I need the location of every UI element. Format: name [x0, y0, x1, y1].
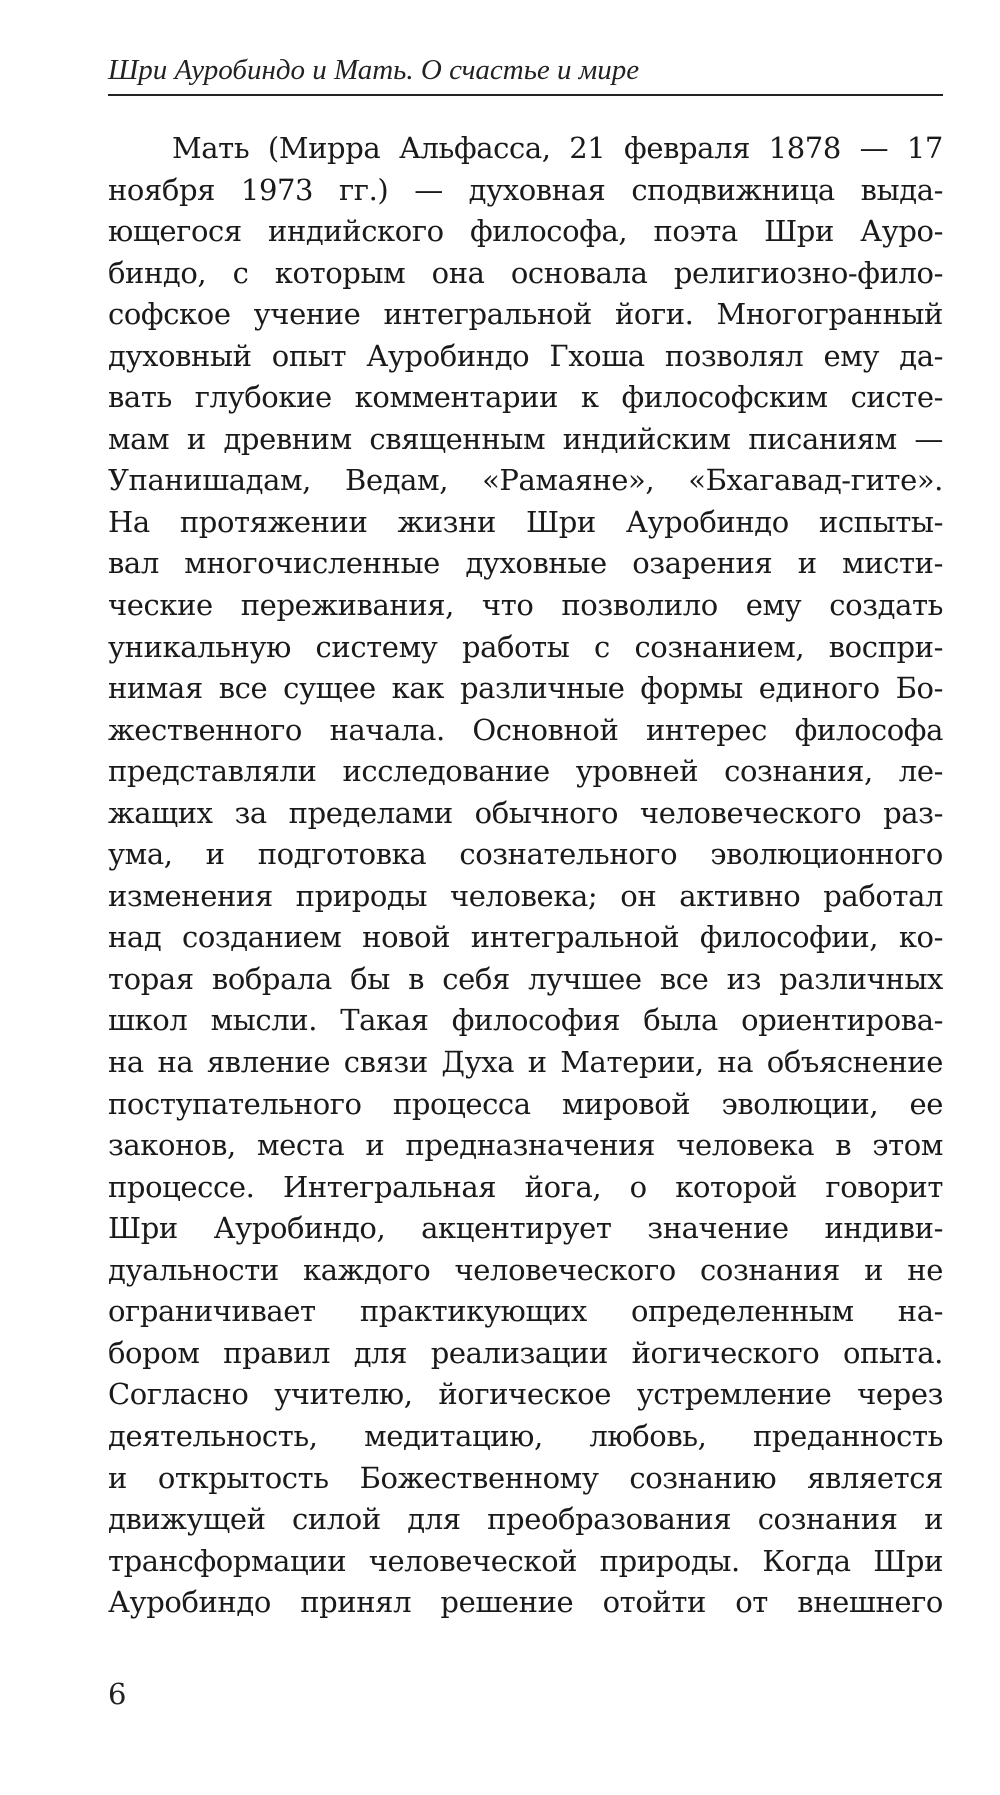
header-rule [108, 94, 943, 96]
text-line: поступательного процесса мировой эволюции, ее [108, 1086, 943, 1121]
text-line: уникальную систему работы с сознанием, воспри- [108, 629, 943, 664]
text-line: торая вобрала бы в себя лучшее все из различных [108, 961, 943, 996]
text-line: Шри Ауробиндо, акцентирует значение индиви- [108, 1211, 943, 1246]
running-header: Шри Ауробиндо и Мать. О счастье и мире [108, 54, 640, 86]
text-line: жественного начала. Основной интерес философа [108, 712, 943, 747]
text-line: на на явление связи Духа и Материи, на объяснение [108, 1045, 943, 1080]
text-line: школ мысли. Такая философия была ориентирова- [108, 1003, 943, 1038]
text-line: Ауробиндо принял решение отойти от внешнего [108, 1585, 943, 1620]
text-line: духовный опыт Ауробиндо Гхоша позволял ему да- [108, 338, 943, 373]
text-line: Мать (Мирра Альфасса, 21 февраля 1878 — 17 [172, 131, 943, 165]
text-line: софское учение интегральной йоги. Многогранный [108, 297, 943, 332]
text-line: Согласно учителю, йогическое устремление через [108, 1377, 943, 1412]
text-line: нимая все сущее как различные формы единого Бо- [108, 671, 943, 706]
text-line: биндо, с которым она основала религиозно-фило- [108, 255, 943, 290]
page-number: 6 [108, 1677, 127, 1711]
text-line: трансформации человеческой природы. Когда Шри [108, 1543, 943, 1578]
text-line: ноября 1973 гг.) — духовная сподвижница выда- [108, 172, 943, 207]
text-line: процессе. Интегральная йога, о которой говорит [108, 1169, 943, 1204]
text-line: ума, и подготовка сознательного эволюционного [108, 837, 943, 872]
text-line: вать глубокие комментарии к философским систе- [108, 380, 943, 415]
text-line: бором правил для реализации йогического опыта. [108, 1335, 943, 1370]
text-line: ющегося индийского философа, поэта Шри Ауро- [108, 214, 943, 249]
text-line: и открытость Божественному сознанию является [108, 1460, 943, 1495]
text-line: деятельность, медитацию, любовь, преданность [108, 1418, 943, 1453]
text-line: изменения природы человека; он активно работал [108, 878, 943, 913]
text-line: мам и древним священным индийским писаниям — [108, 421, 943, 456]
text-line: дуальности каждого человеческого сознания и не [108, 1252, 943, 1287]
text-line: движущей силой для преобразования сознания и [108, 1502, 943, 1537]
text-line: вал многочисленные духовные озарения и мисти- [108, 546, 943, 581]
text-line: ограничивает практикующих определенным на- [108, 1294, 943, 1329]
text-line: представляли исследование уровней сознания, ле- [108, 754, 943, 789]
text-line: над созданием новой интегральной философии, ко- [108, 920, 943, 955]
text-line: ческие переживания, что позволило ему создать [108, 588, 943, 623]
text-line: жащих за пределами обычного человеческого раз- [108, 795, 943, 830]
body-paragraph [108, 128, 943, 1624]
text-line: Упанишадам, Ведам, «Рамаяне», «Бхагавад-гите». [108, 463, 943, 498]
text-line: На протяжении жизни Шри Ауробиндо испыты- [108, 504, 943, 539]
text-line: законов, места и предназначения человека в этом [108, 1128, 943, 1163]
